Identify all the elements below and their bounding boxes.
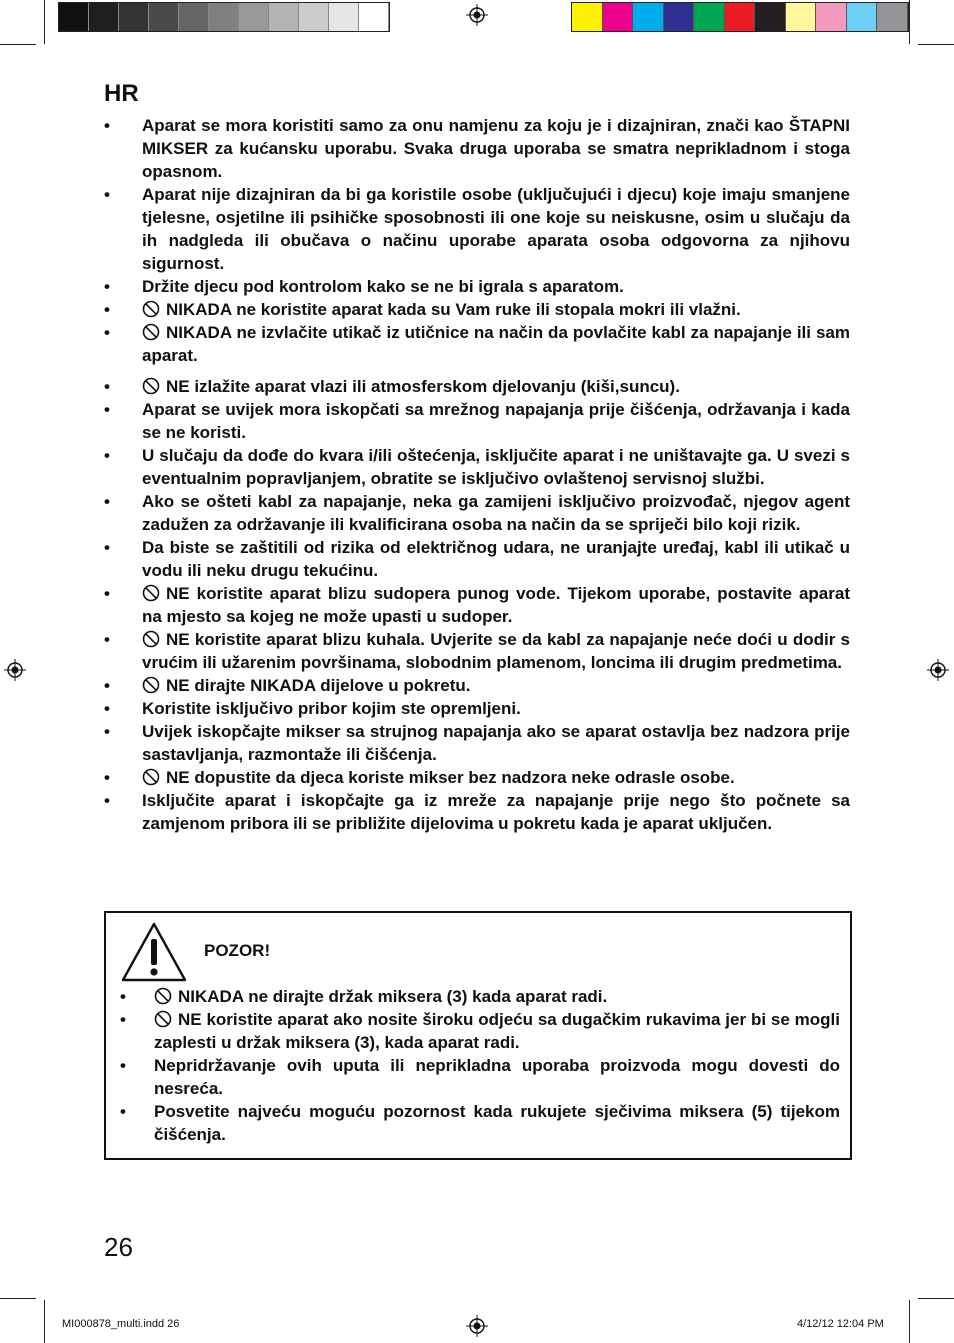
color-swatch [786,3,817,31]
registration-mark-icon [4,659,26,681]
list-item: • NE koristite aparat ako nosite široku odjeću sa dugačkim rukavima jer bi se mogli zaplesti u držak miksera (3), kada aparat radi. [120,1010,840,1052]
list-item: • U slučaju da dođe do kvara i/ili oštećenja, isključite aparat i ne uništavajte ga. U svezi s eventualnim popravljanjem, obratite se isključivo ovlaštenoj servisnoj službi. [104,446,850,488]
grayscale-color-bar [58,2,390,32]
registration-mark-icon [927,659,949,681]
color-swatch [179,3,209,31]
footer-date: 4/12/12 12:04 PM [797,1318,884,1330]
prohibited-sign-icon [142,584,160,602]
color-swatch [633,3,664,31]
color-swatch [119,3,149,31]
color-swatch [239,3,269,31]
crop-mark [44,1300,45,1343]
warning-title: POZOR! [204,941,271,960]
list-item: • NIKADA ne koristite aparat kada su Vam ruke ili stopala mokri ili vlažni. [104,300,741,319]
prohibited-sign-icon [142,630,160,648]
list-item: • Aparat nije dizajniran da bi ga koristile osobe (uključujući i djecu) koje imaju smanjene tjelesne, osjetilne ili psihičke sposobnosti ili one koje su neiskusne, osim u slučaju da ih nadgleda ili obučava o načinu uporabe aparata osoba odgovorna za njihovu sigurnost. [104,185,850,273]
crop-mark [44,0,45,44]
color-swatch [149,3,179,31]
color-swatch [603,3,634,31]
footer-filename: MI000878_multi.indd 26 [62,1318,180,1330]
list-item: • NE dirajte NIKADA dijelove u pokretu. [104,676,471,695]
registration-mark-icon [466,4,488,26]
list-item: • NE izlažite aparat vlazi ili atmosferskom djelovanju (kiši,suncu). [104,377,680,396]
prohibited-sign-icon [154,1010,172,1028]
warning-list [120,985,840,1146]
color-swatch [59,3,89,31]
color-swatch [269,3,299,31]
list-item: • NE koristite aparat blizu sudopera punog vode. Tijekom uporabe, postavite aparat na mjesto sa kojeg ne može upasti u sudoper. [104,584,850,626]
prohibited-sign-icon [142,323,160,341]
list-item: • Držite djecu pod kontrolom kako se ne bi igrala s aparatom. [104,277,624,296]
color-swatch [725,3,756,31]
crop-mark [918,1298,954,1299]
color-swatch [209,3,239,31]
crop-mark [909,1300,910,1343]
list-item: • NE dopustite da djeca koriste mikser bez nadzora neke odrasle osobe. [104,768,735,787]
color-swatch [299,3,329,31]
list-item: • NIKADA ne dirajte držak miksera (3) kada aparat radi. [120,987,608,1006]
registration-mark-icon [466,1315,488,1337]
color-swatch [755,3,786,31]
list-item: • Isključite aparat i iskopčajte ga iz mreže za napajanje prije nego što počnete sa zamjenom pribora ili se približite dijelovima u pokretu kada je aparat uključen. [104,791,850,833]
prohibited-sign-icon [154,987,172,1005]
language-heading: HR [104,80,139,107]
color-swatch [694,3,725,31]
list-item: • Aparat se uvijek mora iskopčati sa mrežnog napajanja prije čišćenja, održavanja i kada se ne koristi. [104,400,850,442]
color-swatch [664,3,695,31]
crop-mark [909,0,910,44]
list-item: • NIKADA ne izvlačite utikač iz utičnice na način da povlačite kabl za napajanje ili sam aparat. [104,323,850,365]
list-item: • Posvetite najveću moguću pozornost kada rukujete sječivima miksera (5) tijekom čišćenja. [120,1102,840,1144]
prohibited-sign-icon [142,676,160,694]
prohibited-sign-icon [142,377,160,395]
prohibited-sign-icon [142,300,160,318]
list-item: • Koristite isključivo pribor kojim ste opremljeni. [104,699,521,718]
list-item: • Da biste se zaštitili od rizika od električnog udara, ne uranjajte uređaj, kabl ili utikač u vodu ili neku drugu tekućinu. [104,538,850,580]
list-item: • Uvijek iskopčajte mikser sa strujnog napajanja ako se aparat ostavlja bez nadzora prije sastavljanja, razmontaže ili čišćenja. [104,722,850,764]
color-swatch [847,3,878,31]
list-item: • Ako se ošteti kabl za napajanje, neka ga zamijeni isključivo proizvođač, njegov agent zadužen za održavanje ili kvalificirana osoba na način da se spriječi bilo koji rizik. [104,492,850,534]
crop-mark [0,44,36,45]
page-number: 26 [104,1232,133,1262]
warning-triangle-icon [120,921,188,983]
crop-mark [0,1298,36,1299]
list-item: • Nepridržavanje ovih uputa ili neprikladna uporaba proizvoda mogu dovesti do nesreća. [120,1056,840,1098]
color-swatch [572,3,603,31]
color-swatch [329,3,359,31]
crop-mark [918,44,954,45]
list-item: • Aparat se mora koristiti samo za onu namjenu za koju je i dizajniran, znači kao ŠTAPNI MIKSER za kućansku uporabu. Svaka druga uporaba se smatra neprikladnom i stoga opasnom. [104,116,850,181]
color-swatch [816,3,847,31]
list-item: • NE koristite aparat blizu kuhala. Uvjerite se da kabl za napajanje neće doći u dodir s vrućim ili užarenim površinama, slobodnim plamenom, loncima ili drugim predmetima. [104,630,850,672]
prohibited-sign-icon [142,768,160,786]
warning-box [104,911,852,1160]
color-swatch [359,3,389,31]
color-swatch [89,3,119,31]
process-color-bar [571,2,909,32]
safety-instructions-list [104,114,850,835]
color-swatch [877,3,908,31]
